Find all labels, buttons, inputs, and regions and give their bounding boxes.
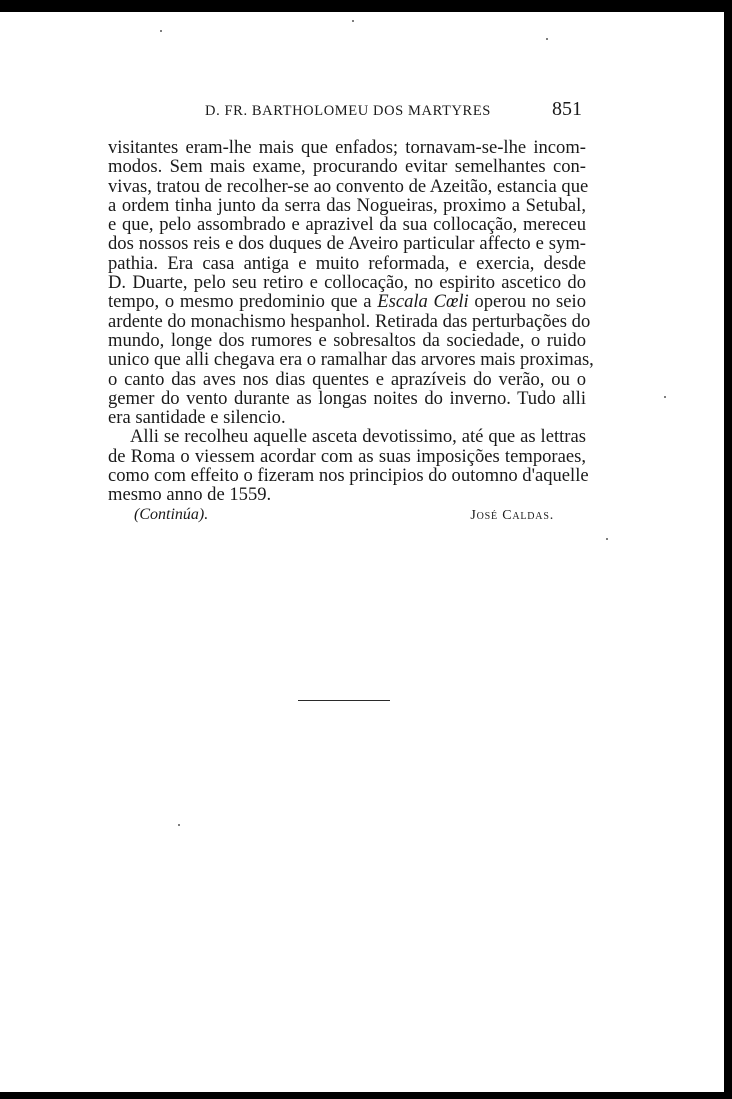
- signoff: [108, 506, 586, 528]
- text-line: a ordem tinha junto da serra das Nogueiras, proximo a Setubal,: [108, 194, 586, 216]
- text-line: de Roma o viessem acordar com as suas imposições temporaes,: [108, 445, 586, 467]
- text-line: o canto das aves nos dias quentes e aprazíveis do verão, ou o: [108, 368, 586, 390]
- text-line: ardente do monachismo hespanhol. Retirada das perturbações do: [108, 310, 591, 332]
- author-signature: José Caldas.: [470, 508, 554, 523]
- text-line: como com effeito o fizeram nos principios do outomno d'aquelle: [108, 465, 589, 487]
- text-line: pathia. Era casa antiga e muito reformada, e exercia, desde: [108, 252, 586, 274]
- paper-speck: [178, 824, 180, 826]
- paper-speck: [160, 30, 162, 32]
- paper-speck: [352, 20, 354, 22]
- document-page: [0, 12, 724, 1092]
- text-line: era santidade e silencio.: [108, 407, 286, 429]
- paper-speck: [546, 38, 548, 40]
- running-title: D. FR. BARTHOLOMEU DOS MARTYRES: [205, 103, 491, 119]
- text-line: e que, pelo assombrado e aprazivel da sua collocação, mereceu: [108, 214, 586, 236]
- body-text: [108, 137, 594, 506]
- page-number: 851: [552, 98, 582, 120]
- text-line: dos nossos reis e dos duques de Aveiro particular affecto e sym-: [108, 233, 586, 255]
- paper-speck: [664, 396, 666, 398]
- text-line: mundo, longe dos rumores e sobresaltos da sociedade, o ruido: [108, 329, 586, 351]
- text-line: vivas, tratou de recolher-se ao convento de Azeitão, estancia que: [108, 175, 589, 197]
- text-line: Alli se recolheu aquelle asceta devotissimo, até que as lettras: [130, 426, 586, 448]
- text-segment: tempo, o mesmo predominio que a: [108, 291, 372, 313]
- text-line: gemer do vento durante as longas noites do inverno. Tudo alli: [108, 387, 586, 409]
- paper-speck: [606, 538, 608, 540]
- continued-note: (Continúa).: [134, 506, 209, 523]
- text-line: D. Duarte, pelo seu retiro e collocação, no espirito ascetico do: [108, 272, 586, 294]
- text-segment: operou no seio: [474, 291, 587, 313]
- text-line: mesmo anno de 1559.: [108, 484, 272, 506]
- text-line: [108, 292, 586, 311]
- text-line: modos. Sem mais exame, procurando evitar semelhantes con-: [108, 156, 586, 178]
- divider-rule: [298, 700, 390, 701]
- italic-title: Escala Cœli: [377, 291, 469, 313]
- page-header: [108, 98, 586, 124]
- text-line: visitantes eram-lhe mais que enfados; tornavam-se-lhe incom-: [108, 137, 586, 158]
- text-line: unico que alli chegava era o ramalhar das arvores mais proximas,: [108, 349, 594, 371]
